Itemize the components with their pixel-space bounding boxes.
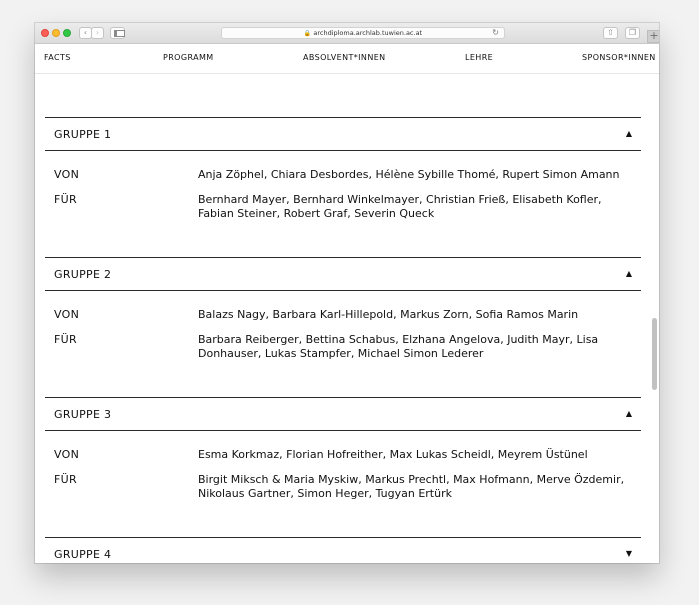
page-content — [35, 44, 659, 563]
group-title: GRUPPE 4 — [54, 548, 112, 561]
lock-icon: 🔒 — [303, 30, 312, 37]
fur-label: FÜR — [54, 193, 77, 206]
browser-window — [35, 23, 659, 563]
fur-names: Birgit Miksch & Maria Myskiw, Markus Prechtl, Max Hofmann, Merve Özdemir, Nikolaus Gartner, Simon Heger, Tugyan Ertürk — [198, 473, 625, 500]
group-title: GRUPPE 1 — [54, 128, 112, 141]
group-header[interactable] — [45, 537, 641, 563]
nav-facts[interactable]: FACTS — [44, 53, 71, 62]
von-label: VON — [54, 168, 80, 181]
zoom-window-button[interactable] — [63, 29, 71, 37]
reload-icon[interactable]: ↻ — [492, 28, 499, 37]
new-tab-button[interactable]: + — [647, 30, 659, 43]
von-names: Esma Korkmaz, Florian Hofreither, Max Lukas Scheidl, Meyrem Üstünel — [198, 448, 588, 461]
group-header[interactable] — [45, 117, 641, 151]
von-names: Anja Zöphel, Chiara Desbordes, Hélène Sybille Thomé, Rupert Simon Amann — [198, 168, 620, 181]
group-header[interactable] — [45, 257, 641, 291]
group-title: GRUPPE 3 — [54, 408, 112, 421]
nav-programm[interactable]: PROGRAMM — [163, 53, 214, 62]
expand-arrow-icon[interactable]: ▼ — [625, 549, 632, 558]
show-tabs-button[interactable]: ❐ — [625, 27, 640, 39]
browser-toolbar — [35, 23, 659, 44]
back-button[interactable]: ‹ — [79, 27, 92, 39]
von-label: VON — [54, 448, 80, 461]
collapse-arrow-icon[interactable]: ▲ — [625, 129, 632, 138]
collapse-arrow-icon[interactable]: ▲ — [625, 409, 632, 418]
fur-label: FÜR — [54, 333, 77, 346]
collapse-arrow-icon[interactable]: ▲ — [625, 269, 632, 278]
von-label: VON — [54, 308, 80, 321]
nav-lehre[interactable]: LEHRE — [465, 53, 494, 62]
sidebar-toggle-button[interactable] — [110, 27, 125, 39]
close-window-button[interactable] — [41, 29, 49, 37]
nav-absolvent-innen[interactable]: ABSOLVENT*INNEN — [303, 53, 386, 62]
sidebar-icon — [114, 30, 125, 37]
von-names: Balazs Nagy, Barbara Karl-Hillepold, Markus Zorn, Sofia Ramos Marin — [198, 308, 579, 321]
minimize-window-button[interactable] — [52, 29, 60, 37]
group-header[interactable] — [45, 397, 641, 431]
vertical-scrollbar[interactable] — [652, 318, 657, 390]
address-bar[interactable] — [221, 27, 505, 39]
fur-names: Barbara Reiberger, Bettina Schabus, Elzhana Angelova, Judith Mayr, Lisa Donhauser, Lukas Stampfer, Michael Simon Lederer — [198, 333, 599, 360]
site-navigation — [35, 44, 659, 74]
url-text: archdiploma.archlab.tuwien.ac.at — [313, 29, 423, 37]
fur-label: FÜR — [54, 473, 77, 486]
group-title: GRUPPE 2 — [54, 268, 112, 281]
fur-names: Bernhard Mayer, Bernhard Winkelmayer, Christian Frieß, Elisabeth Kofler, Fabian Steiner, Robert Graf, Severin Queck — [198, 193, 602, 220]
share-button[interactable]: ⇧ — [603, 27, 618, 39]
nav-sponsor-innen[interactable]: SPONSOR*INNEN — [582, 53, 656, 62]
forward-button[interactable]: › — [91, 27, 104, 39]
